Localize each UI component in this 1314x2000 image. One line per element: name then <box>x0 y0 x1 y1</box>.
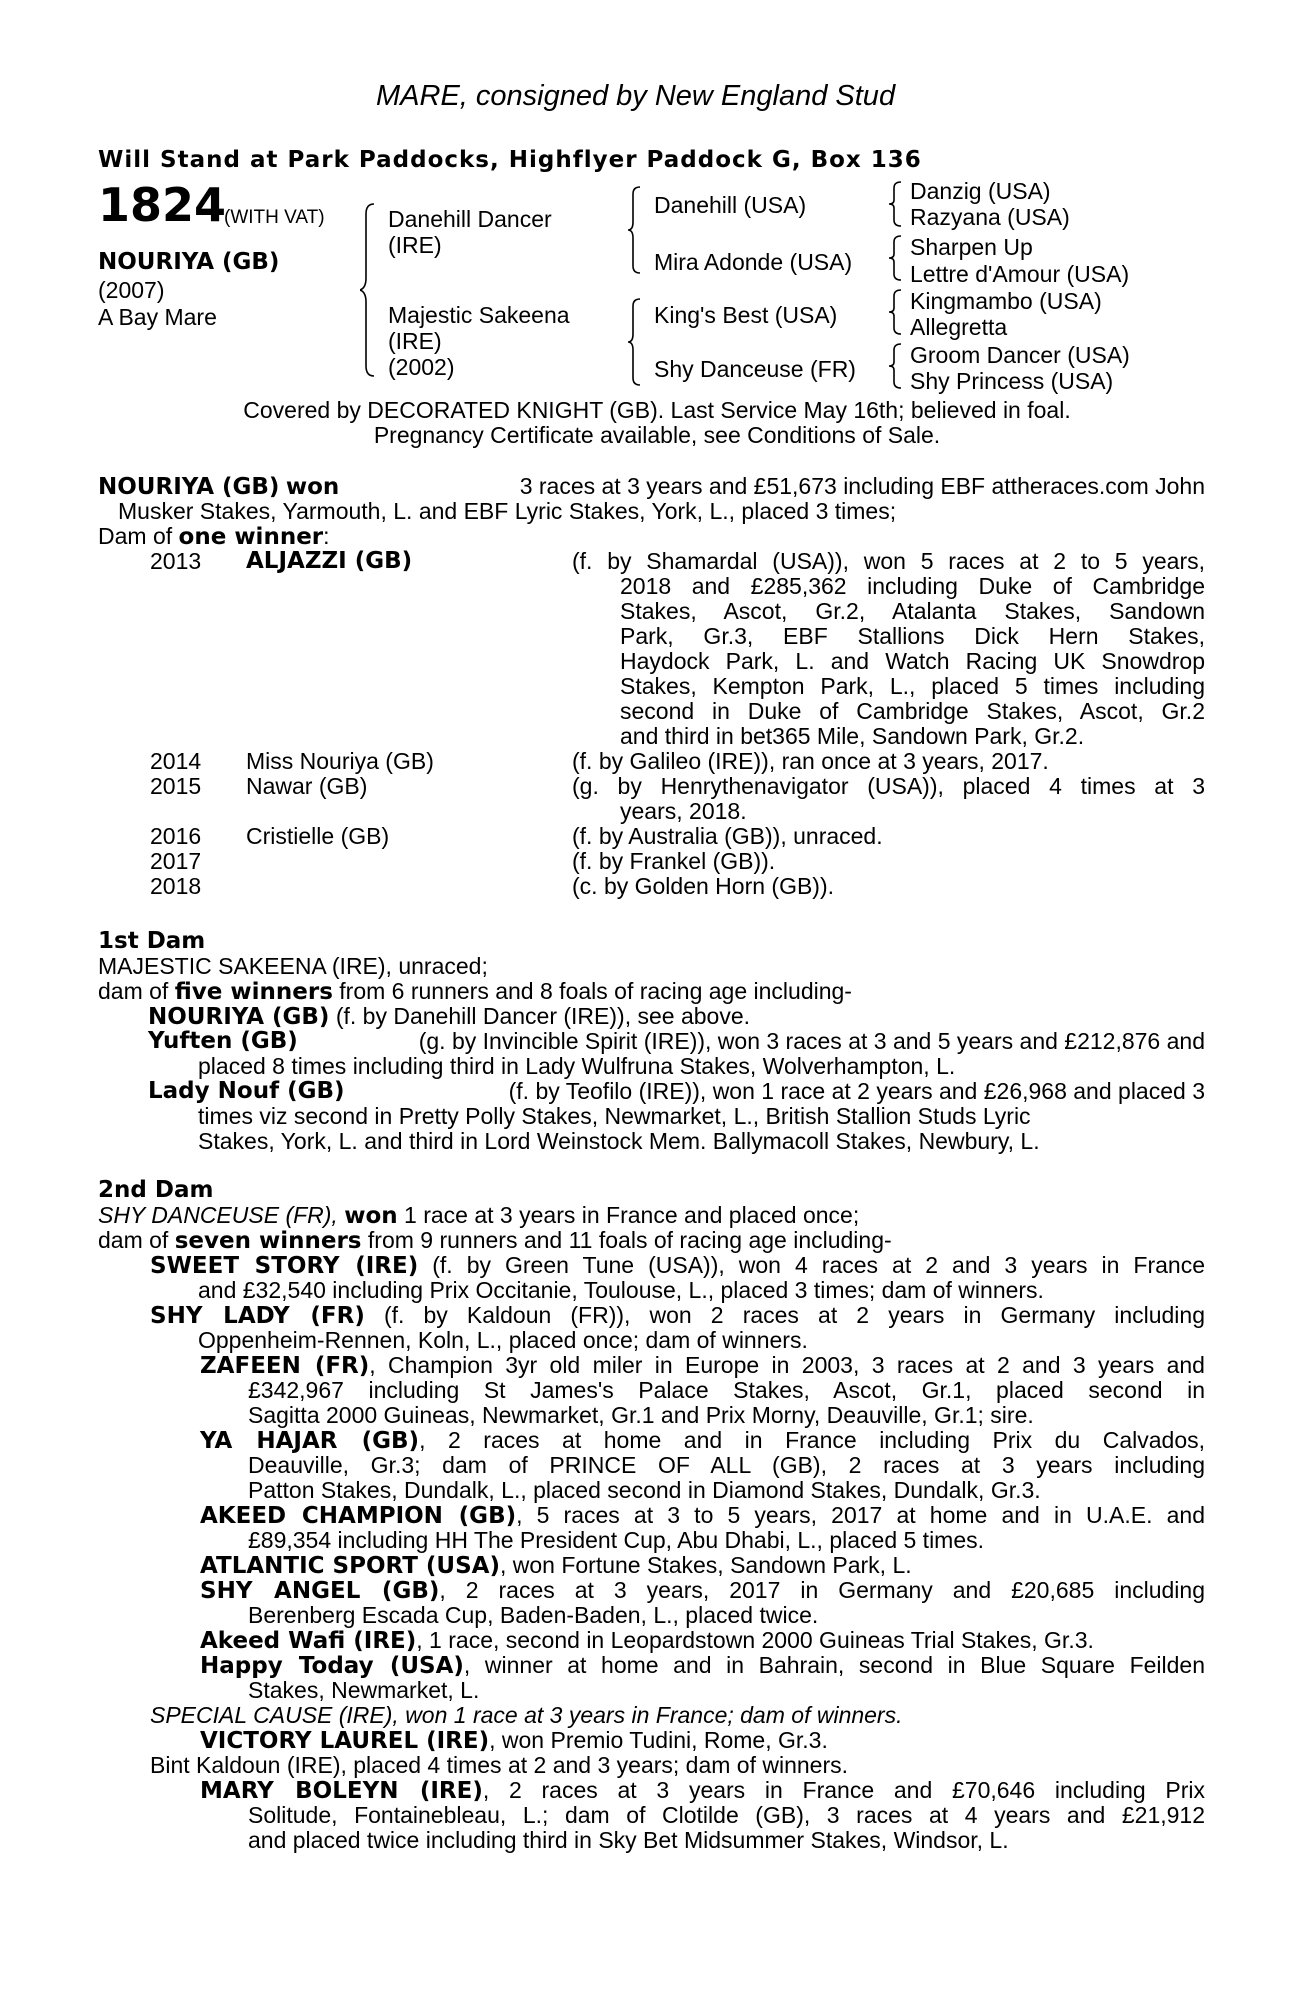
produce-name: Cristielle (GB) <box>246 823 390 849</box>
brace-g2 <box>888 234 904 282</box>
pedigree-sds: Sharpen Up <box>910 234 1033 260</box>
horse-year: (2007) <box>98 277 165 303</box>
first-dam-nouf-3: Stakes, York, L. and third in Lord Weinstock Mem. Ballymacoll Stakes, Newbury, L. <box>198 1128 1040 1154</box>
pedigree-dam-dam: Shy Danceuse (FR) <box>654 356 856 382</box>
first-dam-line-2: dam of five winners from 6 runners and 8 foals of racing age including- <box>98 978 852 1005</box>
second-dam-line-2: dam of seven winners from 9 runners and 11 foals of racing age including- <box>98 1227 892 1254</box>
second-dam-entry-line: SHY ANGEL (GB), 2 races at 3 years, 2017 in Germany and £20,685 including <box>200 1577 1205 1604</box>
lot-number: 1824 <box>98 178 227 232</box>
pedigree-dss: Kingmambo (USA) <box>910 288 1102 314</box>
first-dam-heading: 1st Dam <box>98 928 206 954</box>
second-dam-entry-line: MARY BOLEYN (IRE), 2 races at 3 years in France and £70,646 including Prix <box>200 1777 1205 1804</box>
mare-name: NOURIYA (GB) <box>98 474 280 500</box>
second-dam-entry-line: Deauville, Gr.3; dam of PRINCE OF ALL (GB), 2 races at 3 years including <box>248 1452 1205 1478</box>
produce-detail-line: second in Duke of Cambridge Stakes, Ascot, Gr.2 <box>620 698 1205 724</box>
first-dam-line-1: MAJESTIC SAKEENA (IRE), unraced; <box>98 953 488 979</box>
produce-detail-line: Park, Gr.3, EBF Stallions Dick Hern Stakes, <box>620 623 1205 649</box>
produce-year: 2016 <box>150 823 202 849</box>
pedigree-sdd: Lettre d'Amour (USA) <box>910 261 1130 287</box>
first-dam-nouf-2: times viz second in Pretty Polly Stakes, Newmarket, L., British Stallion Studs Lyric <box>198 1103 1031 1129</box>
pedigree-brace-main <box>360 200 380 380</box>
produce-year: 2018 <box>150 873 202 899</box>
produce-detail-line: (c. by Golden Horn (GB)). <box>572 873 835 899</box>
produce-detail-line: (f. by Shamardal (USA)), won 5 races at 2 to 5 years, <box>572 548 1205 574</box>
second-dam-entry-line: £342,967 including St James's Palace Stakes, Ascot, Gr.1, placed second in <box>248 1377 1205 1403</box>
second-dam-entry-line: SPECIAL CAUSE (IRE), won 1 race at 3 years in France; dam of winners. <box>150 1702 903 1728</box>
second-dam-entry-line: Patton Stakes, Dundalk, L., placed second in Diamond Stakes, Dundalk, Gr.3. <box>248 1477 1041 1503</box>
produce-detail-line: (f. by Australia (GB)), unraced. <box>572 823 883 849</box>
second-dam-entry-line: Oppenheim-Rennen, Koln, L., placed once; dam of winners. <box>198 1327 808 1353</box>
pedigree-sss: Danzig (USA) <box>910 178 1051 204</box>
first-dam-nouf-1: Lady Nouf (GB) (f. by Teofilo (IRE)), won 1 race at 2 years and £26,968 and placed 3 <box>148 1078 1205 1104</box>
produce-detail-line: Haydock Park, L. and Watch Racing UK Snowdrop <box>620 648 1205 674</box>
pedigree-dsd: Allegretta <box>910 314 1008 340</box>
second-dam-entry-line: AKEED CHAMPION (GB), 5 races at 3 to 5 years, 2017 at home and in U.A.E. and <box>200 1502 1205 1529</box>
produce-detail-line: Stakes, Ascot, Gr.2, Atalanta Stakes, Sandown <box>620 598 1205 624</box>
pedigree-sire: Danehill Dancer <box>388 206 552 232</box>
second-dam-line-1: SHY DANCEUSE (FR), won 1 race at 3 years in France and placed once; <box>98 1202 860 1229</box>
produce-name: ALJAZZI (GB) <box>246 548 413 574</box>
produce-detail-line: (f. by Galileo (IRE)), ran once at 3 years, 2017. <box>572 748 1049 774</box>
first-dam-yuften-2: placed 8 times including third in Lady Wulfruna Stakes, Wolverhampton, L. <box>198 1053 956 1079</box>
pedigree-ddd: Shy Princess (USA) <box>910 368 1114 394</box>
first-dam-nouriya: NOURIYA (GB) (f. by Danehill Dancer (IRE)), see above. <box>148 1003 751 1030</box>
covering-line-2: Pregnancy Certificate available, see Conditions of Sale. <box>373 422 941 448</box>
produce-year: 2015 <box>150 773 202 799</box>
second-dam-entry-line: SWEET STORY (IRE) (f. by Green Tune (USA)), won 4 races at 2 and 3 years in France <box>150 1252 1205 1279</box>
produce-year: 2013 <box>150 548 202 574</box>
produce-detail-line: (f. by Frankel (GB)). <box>572 848 776 874</box>
second-dam-entry-line: YA HAJAR (GB), 2 races at home and in France including Prix du Calvados, <box>200 1427 1205 1454</box>
pedigree-sire-origin: (IRE) <box>388 232 442 258</box>
horse-name: NOURIYA (GB) <box>98 249 280 275</box>
produce-detail-line: (g. by Henrythenavigator (USA)), placed 4 times at 3 <box>572 773 1205 799</box>
second-dam-entry-line: ZAFEEN (FR), Champion 3yr old miler in Europe in 2003, 3 races at 2 and 3 years and <box>200 1352 1205 1379</box>
vat-note: (WITH VAT) <box>224 207 325 228</box>
pedigree-dam-origin: (IRE) <box>388 328 442 354</box>
stand-location: Will Stand at Park Paddocks, Highflyer Paddock G, Box 136 <box>98 147 922 173</box>
pedigree-dam-sire: King's Best (USA) <box>654 302 838 328</box>
produce-name: Miss Nouriya (GB) <box>246 748 434 774</box>
mare-record-line-1 <box>98 474 1205 500</box>
pedigree-dds: Groom Dancer (USA) <box>910 342 1130 368</box>
produce-year: 2014 <box>150 748 202 774</box>
mare-record-rest: 3 races at 3 years and £51,673 including EBF attheraces.com John <box>519 473 1205 499</box>
brace-g3 <box>888 288 904 336</box>
produce-detail-line: 2018 and £285,362 including Duke of Cambridge <box>620 573 1205 599</box>
second-dam-entry-line: Sagitta 2000 Guineas, Newmarket, Gr.1 and Prix Morny, Deauville, Gr.1; sire. <box>248 1402 1034 1428</box>
pedigree-dam-year: (2002) <box>388 354 455 380</box>
pedigree-sire-sire: Danehill (USA) <box>654 192 807 218</box>
second-dam-entry-line: Happy Today (USA), winner at home and in Bahrain, second in Blue Square Feilden <box>200 1652 1206 1679</box>
produce-detail-line: years, 2018. <box>620 798 747 824</box>
brace-g1 <box>888 180 904 228</box>
produce-detail-line: Stakes, Kempton Park, L., placed 5 times including <box>620 673 1205 699</box>
second-dam-entry-line: £89,354 including HH The President Cup, Abu Dhabi, L., placed 5 times. <box>248 1527 985 1553</box>
mare-record-line-2: Musker Stakes, Yarmouth, L. and EBF Lyric Stakes, York, L., placed 3 times; <box>118 498 897 524</box>
second-dam-entry-line: Stakes, Newmarket, L. <box>248 1677 480 1703</box>
page-title: MARE, consigned by New England Stud <box>376 80 896 112</box>
pedigree-ssd: Razyana (USA) <box>910 204 1070 230</box>
dam-of-line: Dam of one winner: <box>98 523 330 550</box>
mare-won: won <box>285 474 340 500</box>
pedigree-brace-dam <box>628 296 644 388</box>
covering-line-1: Covered by DECORATED KNIGHT (GB). Last Service May 16th; believed in foal. <box>243 397 1071 423</box>
second-dam-entry-line: and £32,540 including Prix Occitanie, Toulouse, L., placed 3 times; dam of winners. <box>198 1277 1044 1303</box>
second-dam-entry-line: Bint Kaldoun (IRE), placed 4 times at 2 and 3 years; dam of winners. <box>150 1752 849 1778</box>
second-dam-entry-line: VICTORY LAUREL (IRE), won Premio Tudini, Rome, Gr.3. <box>200 1727 828 1754</box>
brace-g4 <box>888 342 904 390</box>
second-dam-entry-line: Solitude, Fontainebleau, L.; dam of Clotilde (GB), 3 races at 4 years and £21,912 <box>248 1802 1205 1828</box>
second-dam-entry-line: Akeed Wafi (IRE), 1 race, second in Leopardstown 2000 Guineas Trial Stakes, Gr.3. <box>200 1627 1094 1654</box>
produce-name: Nawar (GB) <box>246 773 368 799</box>
first-dam-yuften-1: Yuften (GB) (g. by Invincible Spirit (IRE)), won 3 races at 3 and 5 years and £212,876 and <box>148 1028 1205 1054</box>
pedigree-brace-sire <box>628 184 644 276</box>
pedigree-dam: Majestic Sakeena <box>388 302 570 328</box>
produce-detail-line: and third in bet365 Mile, Sandown Park, Gr.2. <box>620 723 1085 749</box>
produce-year: 2017 <box>150 848 202 874</box>
second-dam-entry-line: ATLANTIC SPORT (USA), won Fortune Stakes, Sandown Park, L. <box>200 1552 912 1579</box>
second-dam-heading: 2nd Dam <box>98 1177 214 1203</box>
pedigree-sire-dam: Mira Adonde (USA) <box>654 249 853 275</box>
second-dam-entry-line: SHY LADY (FR) (f. by Kaldoun (FR)), won 2 races at 2 years in Germany including <box>150 1302 1205 1329</box>
second-dam-entry-line: Berenberg Escada Cup, Baden-Baden, L., placed twice. <box>248 1602 819 1628</box>
horse-description: A Bay Mare <box>98 304 217 330</box>
second-dam-entry-line: and placed twice including third in Sky Bet Midsummer Stakes, Windsor, L. <box>248 1827 1009 1853</box>
